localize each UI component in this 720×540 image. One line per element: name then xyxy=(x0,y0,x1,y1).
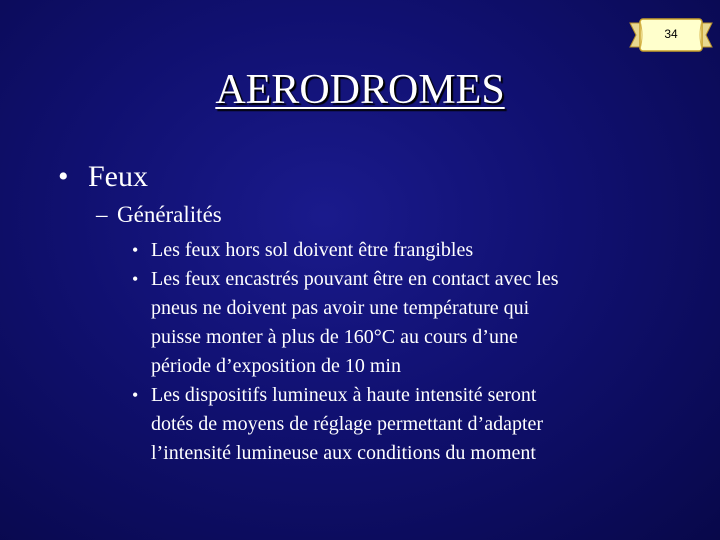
bullet-level3-list xyxy=(132,236,652,468)
bullet-icon: • xyxy=(58,160,69,193)
list-item xyxy=(132,265,652,381)
dash-icon: – xyxy=(96,202,108,227)
page-number: 34 xyxy=(664,27,678,41)
slide-title xyxy=(0,66,720,114)
bullet-icon: • xyxy=(132,240,139,260)
list-item-line: pneus ne doivent pas avoir une température qui xyxy=(151,297,530,319)
bullet-level1-text: Feux xyxy=(88,160,148,193)
list-item-line: Les dispositifs lumineux à haute intensité seront xyxy=(151,384,537,406)
bullet-level2-text: Généralités xyxy=(117,202,222,227)
bullet-icon: • xyxy=(132,385,139,405)
bullet-icon: • xyxy=(132,269,139,289)
list-item-line: dotés de moyens de réglage permettant d’adapter xyxy=(151,413,544,435)
list-item-line: période d’exposition de 10 min xyxy=(151,355,401,377)
list-item-line: Les feux hors sol doivent être frangibles xyxy=(151,239,474,261)
slide-title-text: AERODROMES xyxy=(215,67,505,113)
list-item-line: puisse monter à plus de 160°C au cours d’une xyxy=(151,326,518,348)
page-number-badge xyxy=(628,13,714,57)
list-item xyxy=(132,236,652,265)
list-item xyxy=(132,381,652,468)
list-item-line: l’intensité lumineuse aux conditions du moment xyxy=(151,442,536,464)
list-item-line: Les feux encastrés pouvant être en contact avec les xyxy=(151,268,559,290)
